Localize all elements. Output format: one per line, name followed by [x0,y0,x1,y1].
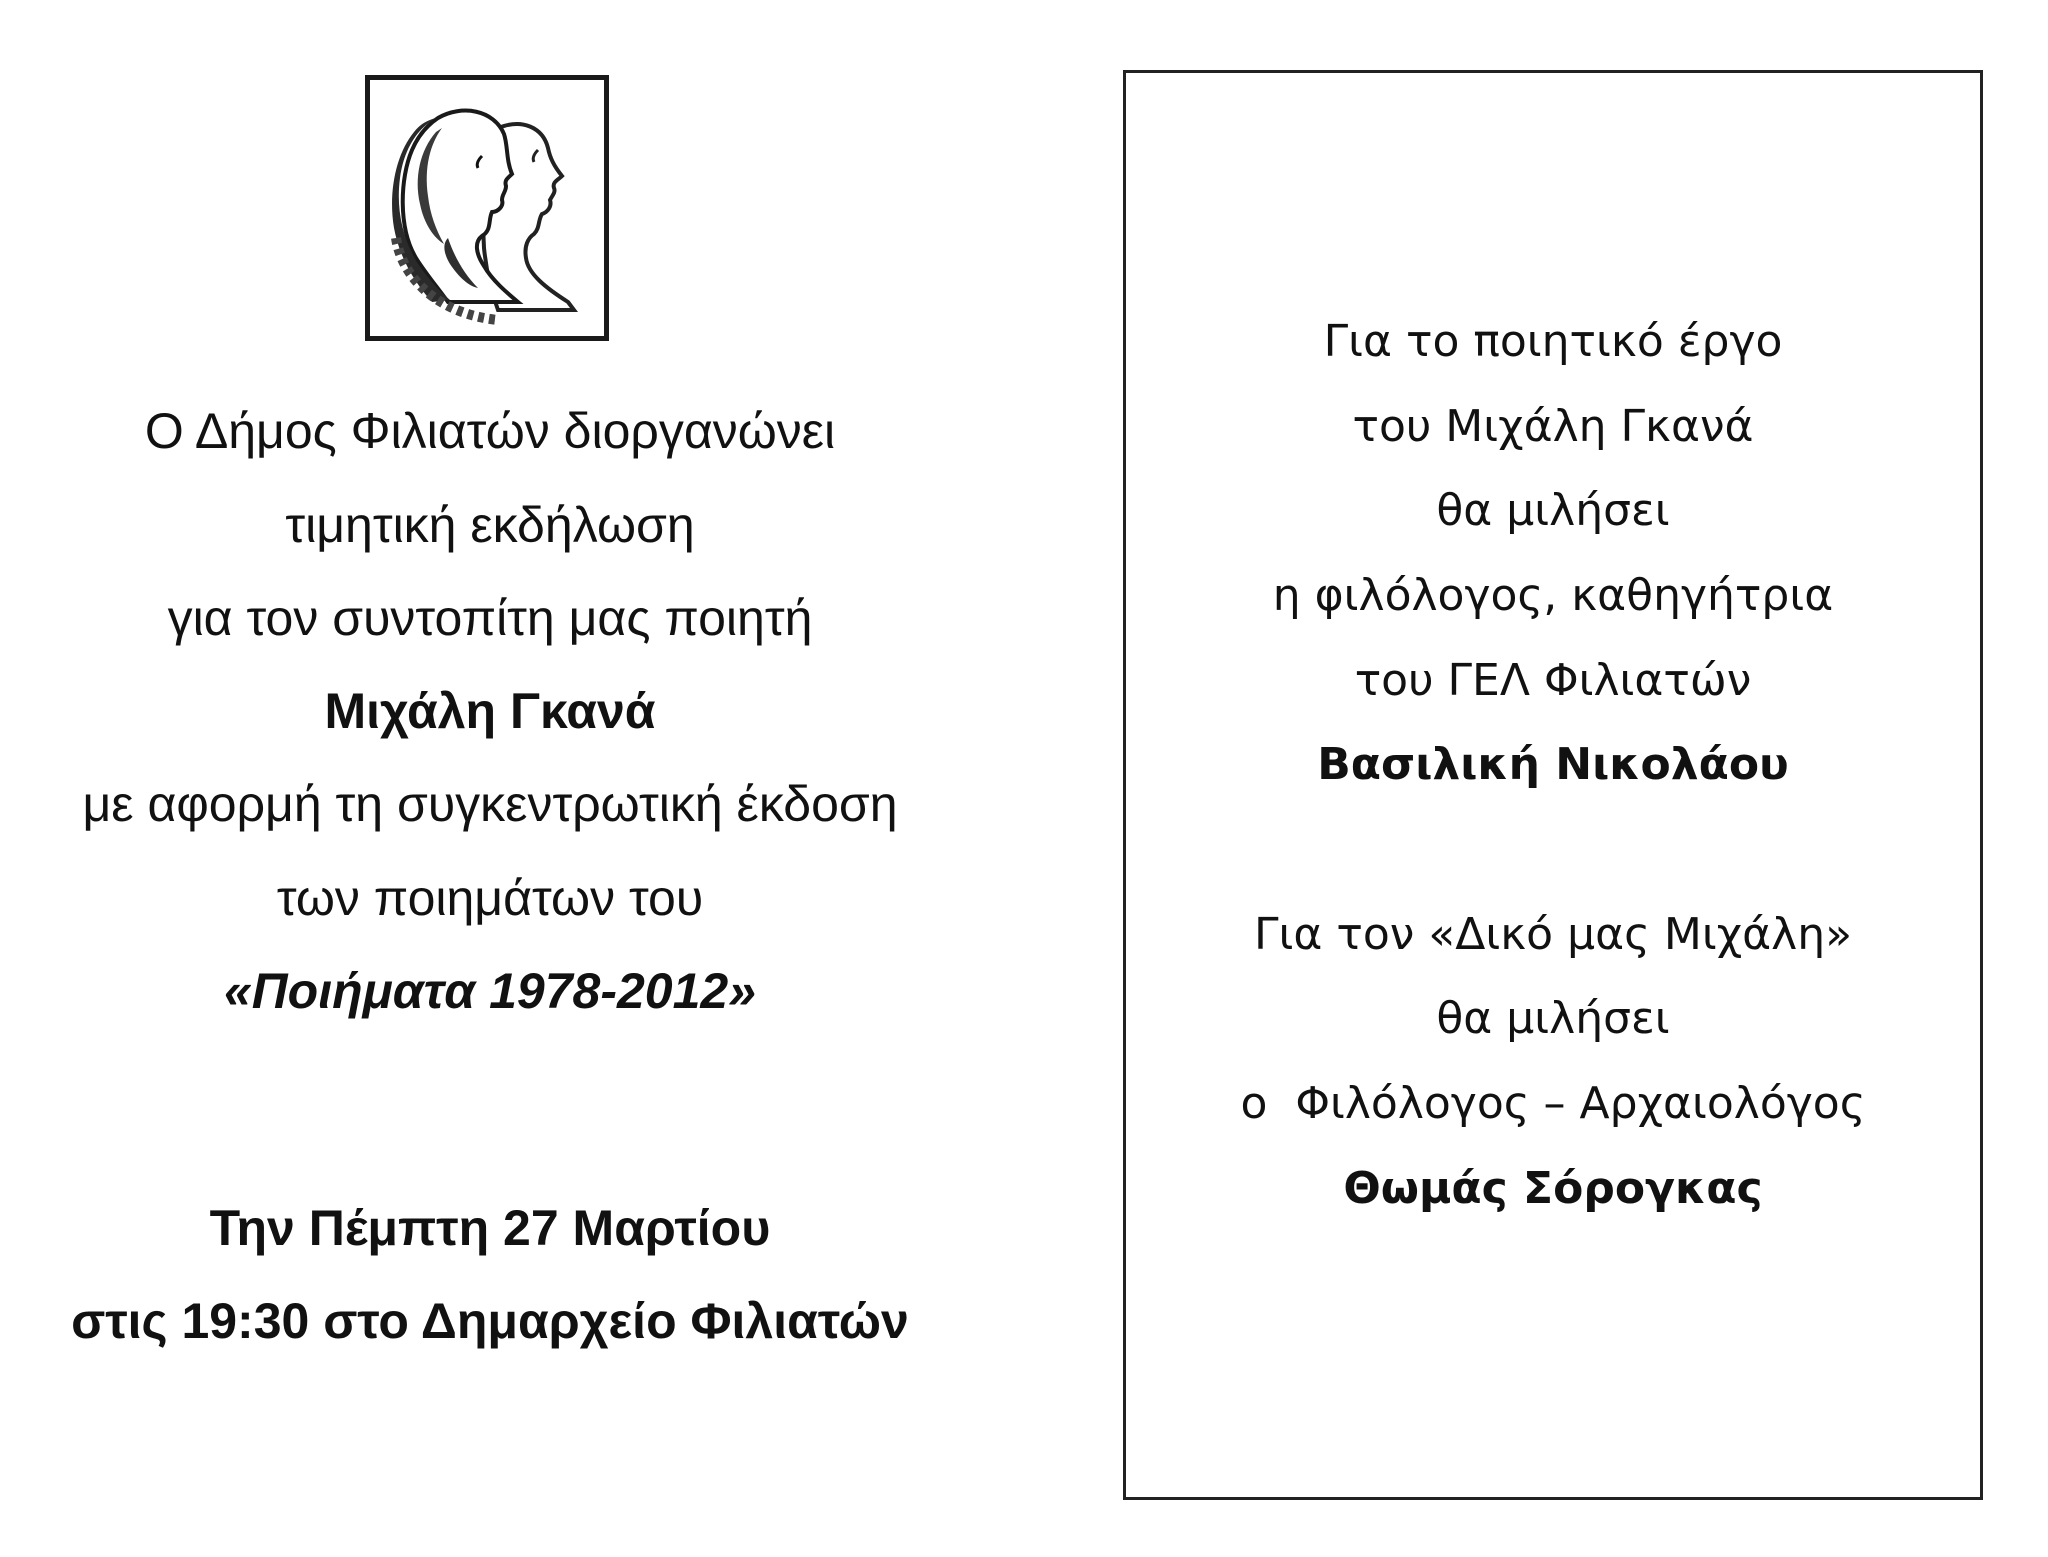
invitation-left-page [0,0,980,1557]
occasion-line-2: των ποιημάτων του [276,870,704,926]
speaker2-name: Θωμάς Σόρογκας [1343,1163,1763,1214]
poet-profiles-icon [378,88,596,328]
speaker2-will-speak: θα μιλήσει [1436,993,1670,1044]
speaker1-will-speak: θα μιλήσει [1436,485,1670,536]
poet-name: Μιχάλη Γκανά [324,683,656,739]
speaker1-topic: Για το ποιητικό έργο [1323,316,1783,367]
speakers-box [1123,70,1983,1500]
organizer-line: Ο Δήμος Φιλιατών διοργανώνει [144,403,836,459]
event-logo [365,75,609,341]
speaker1-title: η φιλόλογος, καθηγήτρια [1272,570,1834,621]
event-date: Την Πέμπτη 27 Μαρτίου [209,1200,771,1256]
honoree-intro-line: για τον συντοπίτη μας ποιητή [167,590,813,646]
speaker1-name: Βασιλική Νικολάου [1317,739,1789,790]
speaker2-title: ο Φιλόλογος – Αρχαιολόγος [1240,1078,1866,1129]
book-title: «Ποιήματα 1978-2012» [223,963,757,1019]
speaker1-topic-2: του Μιχάλη Γκανά [1352,401,1754,452]
speaker1-title-2: του ΓΕΛ Φιλιατών [1354,655,1752,706]
speaker2-topic: Για τον «Δικό μας Μιχάλη» [1253,909,1853,960]
occasion-line: με αφορμή τη συγκεντρωτική έκδοση [82,776,898,832]
event-time-place: στις 19:30 στο Δημαρχείο Φιλιατών [71,1293,909,1349]
event-type-line: τιμητική εκδήλωση [285,497,695,553]
